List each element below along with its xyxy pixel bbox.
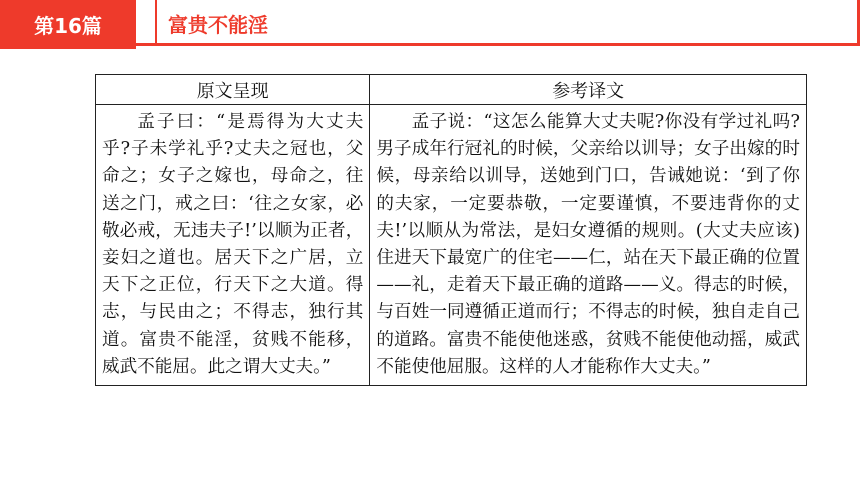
- header: [0, 0, 860, 53]
- text-comparison-table: [95, 74, 807, 386]
- column-header-translation: 参考译文: [370, 75, 807, 105]
- header-divider: [155, 0, 157, 46]
- translation-text-cell: 孟子说：“这怎么能算大丈夫呢?你没有学过礼吗?男子成年行冠礼的时候，父亲给以训导；女子出嫁的时候，母亲给以训导，送她到门口，告诫她说：‘到了你的夫家，一定要恭敬，一定要谨慎，不要违背你的丈夫!’以顺从为常法，是妇女遵循的规则。(大丈夫应该)住进天下最宽广的住宅——仁，站在天下最正确的位置——礼，走着天下最正确的道路——义。得志的时候，与百姓一同遵循正道而行；不得志的时候，独自走自己的道路。富贵不能使他迷惑，贫贱不能使他动摇，威武不能使他屈服。这样的人才能称作大丈夫。”: [370, 105, 807, 386]
- chapter-tab[interactable]: 第16篇: [0, 0, 136, 49]
- page-title: 富贵不能淫: [168, 12, 268, 37]
- table-row: [96, 105, 807, 386]
- table-header-row: [96, 75, 807, 105]
- column-header-original: 原文呈现: [96, 75, 370, 105]
- original-text-cell: 孟子曰：“是焉得为大丈夫乎?子未学礼乎?丈夫之冠也，父命之；女子之嫁也，母命之，往送之门，戒之曰：‘往之女家，必敬必戒，无违夫子!’以顺为正者，妾妇之道也。居天下之广居，立天下之正位，行天下之大道。得志，与民由之；不得志，独行其道。富贵不能淫，贫贱不能移，威武不能屈。此之谓大丈夫。”: [96, 105, 370, 386]
